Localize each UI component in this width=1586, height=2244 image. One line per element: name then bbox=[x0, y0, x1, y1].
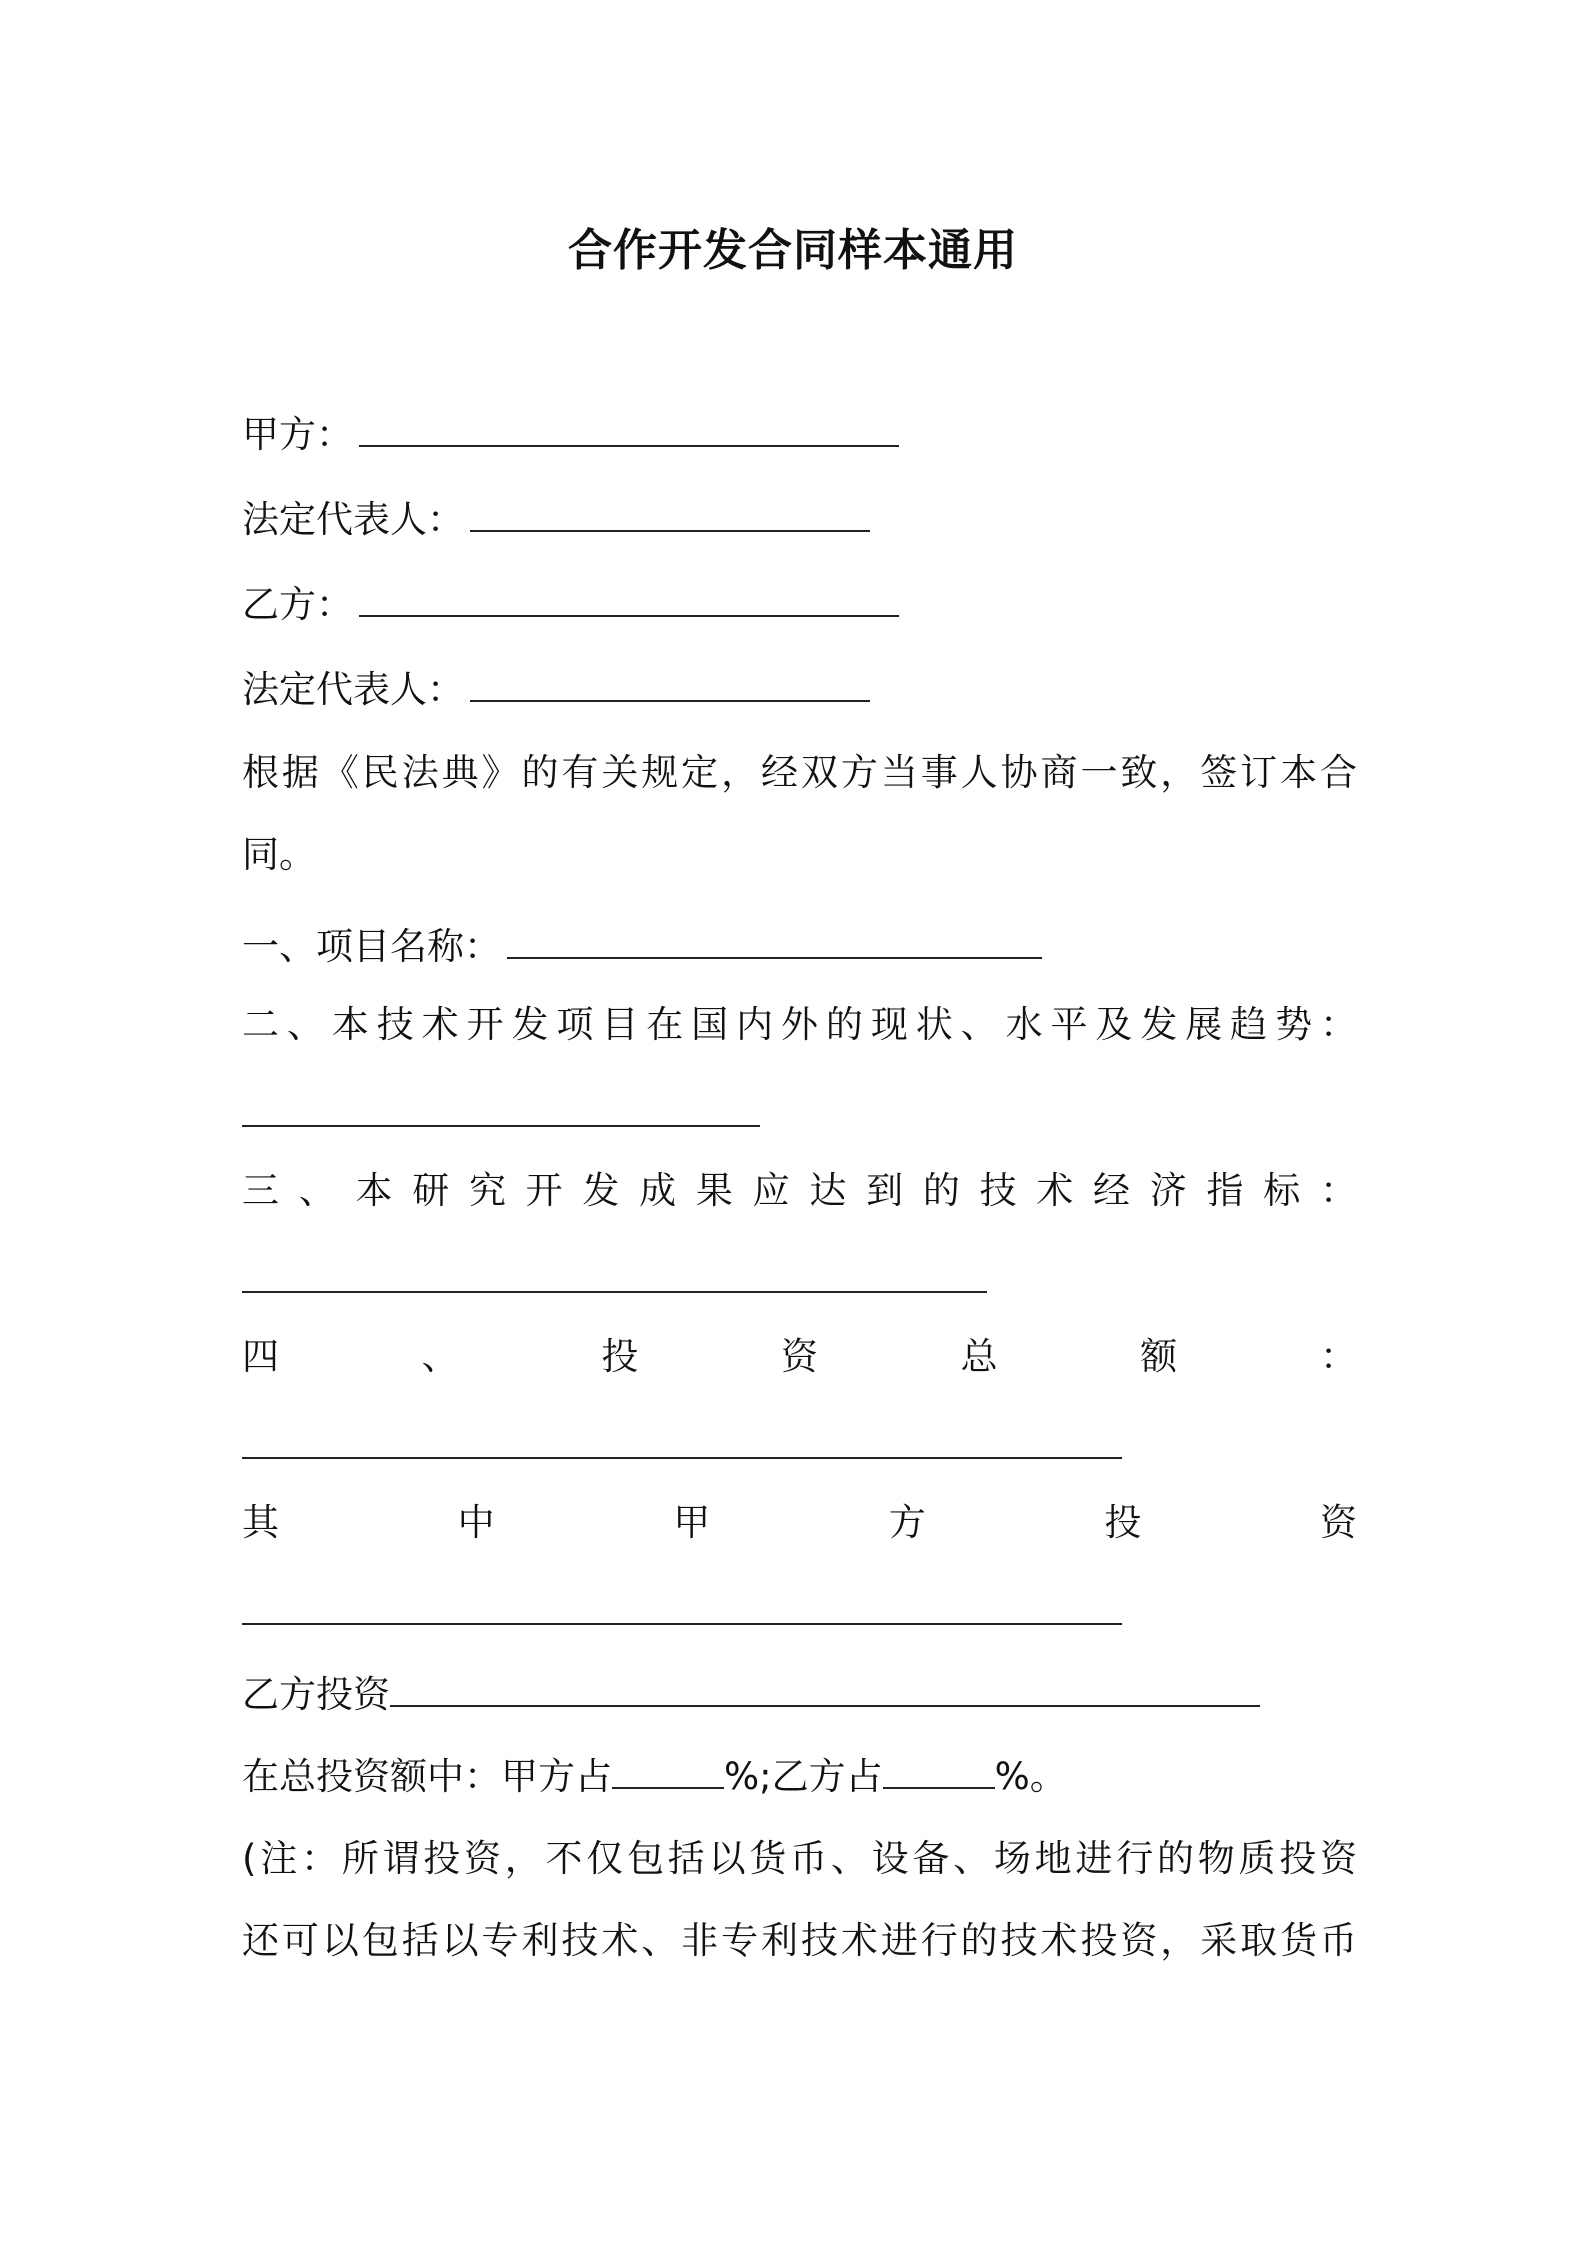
clause-7-label-c: %。 bbox=[994, 1755, 1067, 1798]
preamble-line-1: 根据《民法典》的有关规定，经双方当事人协商一致，签订本合 bbox=[242, 751, 1357, 794]
note-line-1: (注：所谓投资，不仅包括以货币、设备、场地进行的物质投资 bbox=[242, 1837, 1357, 1880]
note-line-2: 还可以包括以专利技术、非专利技术进行的技术投资，采取货币 bbox=[242, 1919, 1357, 1962]
clause-4-char: 总 bbox=[960, 1335, 998, 1378]
party-a-blank[interactable] bbox=[359, 415, 899, 447]
clause-4-char: ： bbox=[1319, 1335, 1357, 1378]
clause-4-blank-line bbox=[242, 1422, 1357, 1472]
clause-4-char: 额 bbox=[1140, 1335, 1178, 1378]
clause-4-char: 资 bbox=[780, 1335, 818, 1378]
clause-4-label bbox=[242, 1332, 1357, 1382]
party-a-label: 甲方： bbox=[242, 413, 353, 456]
party-b-percent-blank[interactable] bbox=[883, 1757, 995, 1789]
clause-3-label: 三、本研究开发成果应达到的技术经济指标： bbox=[242, 1169, 1357, 1212]
clause-5-char: 甲 bbox=[673, 1501, 711, 1544]
clause-6-label: 乙方投资 bbox=[242, 1673, 390, 1716]
clause-4-char: 四 bbox=[242, 1335, 279, 1378]
clause-5-char: 投 bbox=[1104, 1501, 1142, 1544]
party-a-line bbox=[242, 410, 1357, 460]
party-b-line bbox=[242, 580, 1357, 630]
party-a-rep-label: 法定代表人： bbox=[242, 498, 464, 541]
clause-7-line bbox=[242, 1752, 1357, 1802]
clause-4-char: 、 bbox=[421, 1335, 459, 1378]
party-b-rep-line bbox=[242, 665, 1357, 715]
party-a-rep-blank[interactable] bbox=[470, 500, 870, 532]
clause-6-blank[interactable] bbox=[390, 1675, 1260, 1707]
clause-5-char: 中 bbox=[457, 1501, 495, 1544]
clause-7-label-a: 在总投资额中：甲方占 bbox=[242, 1755, 612, 1798]
clause-5-blank-line bbox=[242, 1588, 1357, 1638]
clause-3-blank-line bbox=[242, 1256, 1357, 1306]
clause-5-char: 资 bbox=[1319, 1501, 1357, 1544]
clause-5-char: 其 bbox=[242, 1501, 279, 1544]
party-b-label: 乙方： bbox=[242, 583, 353, 626]
clause-1-label: 一、项目名称： bbox=[242, 925, 501, 968]
party-a-rep-line bbox=[242, 495, 1357, 545]
document-title: 合作开发合同样本通用 bbox=[568, 225, 1018, 276]
clause-5-label bbox=[242, 1498, 1357, 1548]
clause-4-char: 投 bbox=[601, 1335, 639, 1378]
party-b-blank[interactable] bbox=[359, 585, 899, 617]
clause-7-label-b: %;乙方占 bbox=[724, 1755, 883, 1798]
preamble-line-2: 同。 bbox=[242, 833, 316, 876]
party-b-rep-blank[interactable] bbox=[470, 670, 870, 702]
clause-2-label: 二、本技术开发项目在国内外的现状、水平及发展趋势： bbox=[242, 1003, 1357, 1046]
clause-1-line bbox=[242, 922, 1357, 972]
clause-4-blank[interactable] bbox=[242, 1427, 1122, 1459]
party-b-rep-label: 法定代表人： bbox=[242, 668, 464, 711]
party-a-percent-blank[interactable] bbox=[612, 1757, 724, 1789]
clause-1-blank[interactable] bbox=[507, 927, 1042, 959]
clause-6-line bbox=[242, 1670, 1357, 1720]
clause-5-blank[interactable] bbox=[242, 1593, 1122, 1625]
clause-2-blank-line bbox=[242, 1090, 1357, 1140]
clause-5-char: 方 bbox=[888, 1501, 926, 1544]
clause-2-blank[interactable] bbox=[242, 1095, 760, 1127]
clause-3-blank[interactable] bbox=[242, 1261, 987, 1293]
